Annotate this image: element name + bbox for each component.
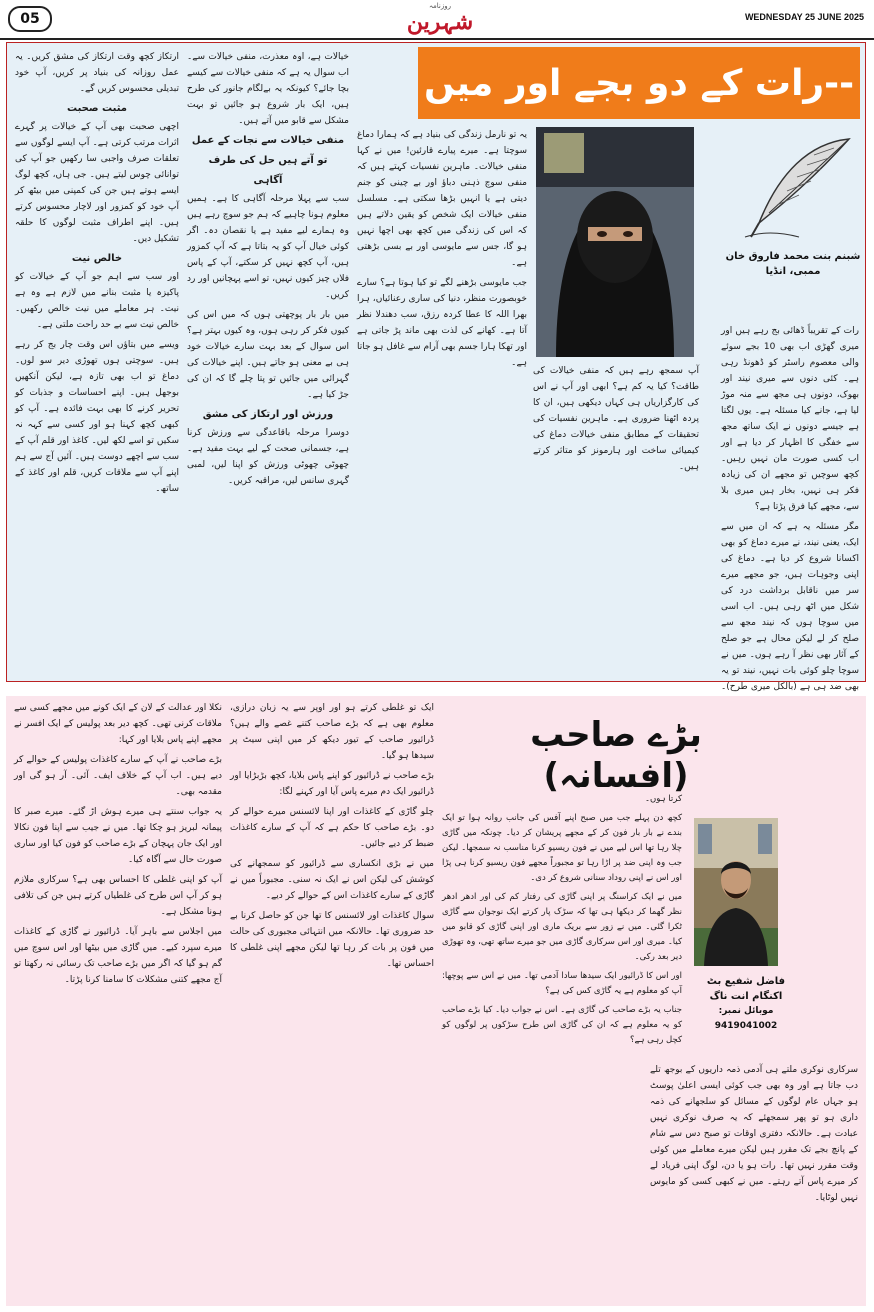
paragraph: نکلا اور عدالت کے لان کے ایک کونے میں مجھے کسی سے ملاقات کرنی تھی۔ کچھ دیر بعد پولیس کے ایک افسر نے مجھے اپنے پاس بلایا اور کہا: <box>14 703 222 745</box>
article1-byline <box>723 249 863 279</box>
section-heading: ورزش اور ارتکاز کی مشق <box>202 409 334 420</box>
masthead-name: شہرین <box>406 9 474 35</box>
paragraph: سب سے پہلا مرحلہ آگاہی کا ہے۔ ہمیں معلوم ہونا چاہیے کہ ہم جو سوچ رہے ہیں وہ ہمارے لیے مفید ہے یا نقصان دہ۔ اگر کوئی خیال آپ کو یہ بتاتا ہے کہ آپ کمزور ہیں، آپ کچھ نہیں کر سکتے، آپ کے پاس فلاں چیز کیوں نہیں، تو اسے پہچانیں اور رد کریں۔ <box>187 194 349 300</box>
article2-location: اکنگام انت ناگ <box>709 991 783 1002</box>
article1-column-3 <box>187 49 349 673</box>
section-heading: مثبت صحبت <box>67 103 127 114</box>
paragraph: آپ کو اپنی غلطی کا احساس بھی ہے؟ سرکاری ملازم ہو کر آپ اس طرح کی غلطیاں کرتے ہیں جن کی تلافی ہونا مشکل ہے۔ <box>14 875 222 917</box>
paragraph: رات کے تقریباً ڈھائی بج رہے ہیں اور میری گھڑی اب بھی 10 بجے سوئے والی معصوم راسٹر کو ڈھونڈ رہی ہے۔ کئی دنوں سے میری نیند اور بھوک، دونوں ہی مجھ سے منہ موڑ لیا ہے، جانے کیا مسئلہ ہے۔ یوں لگتا ہے جیسے دونوں نے ایک ساتھ مجھ سے خفگی کا اظہار کر دیا ہے اور اب کسی صورت مان نہیں رہیں۔ کچھ سوچیں تو مجھے ان کی زیادہ فکر ہی نہیں، بخار ہیں میری بلا سے، مجھے کیا فرق پڑتا ہے؟ <box>721 326 860 512</box>
issue-date: WEDNESDAY 25 JUNE 2025 <box>744 12 864 22</box>
article2-subtitle: (افسانہ) <box>543 756 689 796</box>
paragraph: ویسے میں بتاؤں اس وقت چار بج کر رہے ہیں۔ سوچتی ہوں تھوڑی دیر سو لوں۔ دماغ تو اب بھی تازہ ہے، لیکن آنکھیں بوجھل ہیں۔ اپنے احساسات و جذبات کو تحریر کرنے کا بھی بہت فائدہ ہے۔ آپ کو کبھی کچھ کہنا ہو اور کسی سے کہہ نہ سکیں تو اسے لکھ لیں۔ کاغذ اور قلم آپ کے سب سے اچھے دوست ہیں۔ آئیں آج سے ہم اپنے آپ سے ملاقات کریں، قلم اور کاغذ کے ساتھ۔ <box>15 340 179 494</box>
article1-author: شبنم بنت محمد فاروق خان <box>725 251 861 262</box>
paragraph: میں نے ایک کراسنگ پر اپنی گاڑی کی رفتار کم کی اور ادھر ادھر نظر گھما کر دیکھا ہی تھا کہ سڑک پار کرتے ایک نوجوان سے گاڑی ٹکرا گئی۔ میں نے زور سے بریک ماری اور اپنی گاڑی کو قابو میں کیا۔ میری اور اس سرکاری گاڑی میں جو میرے ساتھ تھی، وہ تھوڑی دیر بعد رکی۔ <box>442 892 682 962</box>
page-number: 05 <box>8 6 52 32</box>
paragraph: بڑے صاحب نے ڈرائیور کو اپنے پاس بلایا، کچھ بڑبڑایا اور ڈرائیور ایک دم میرے پاس آیا اور کہنے لگا: <box>230 771 434 797</box>
article1-location: ممبی، انڈیا <box>765 266 821 277</box>
masthead <box>380 2 500 34</box>
article1-column-1 <box>721 323 860 692</box>
page-header <box>0 0 874 40</box>
paragraph: میں نے بڑی انکساری سے ڈرائیور کو سمجھانے کی کوشش کی لیکن اس نے ایک نہ سنی۔ مجبوراً میں نے گاڑی کے سارے کاغذات اس کے حوالے کر دیے۔ <box>230 859 434 901</box>
paragraph: کرتا ہوں۔ <box>645 794 682 804</box>
section-heading: آگاہی <box>253 175 283 186</box>
paragraph: یہ جواب سنتے ہی میرے ہوش اڑ گئے۔ میرے صبر کا پیمانہ لبریز ہو چکا تھا۔ میں نے جیب سے اپنا فون نکالا اور ایک جان پہچان کے بڑے صاحب کو فون کیا اور ساری صورت حال سے آگاہ کیا۔ <box>14 807 222 865</box>
paragraph: مگر مسئلہ یہ ہے کہ ان میں سے ایک، یعنی نیند، نے میرے دماغ کو بھی اکسانا شروع کر دیا ہے۔ دماغ کی اپنی وجوہات ہیں، جو مجھے میرے سر میں ناقابل برداشت درد کی شکل میں اٹھ رہی ہیں۔ اب اسی میں سوچا ہوں کہ نیند مجھ سے صلح کر لے لیکن محال ہے جو صلح کے آثار بھی نظر آ رہے ہوں۔ میں نے سوچا چلو کوئی بات نہیں، نیند تو یہ بھی ضد ہی ہے (بالکل میری طرح)۔ <box>721 522 859 692</box>
paragraph: جناب یہ بڑے صاحب کی گاڑی ہے۔ اس نے جواب دیا۔ کیا بڑے صاحب کو یہ معلوم ہے کہ ان کی گاڑی اس طرح سڑکوں پر لوگوں کو کچل رہی ہے؟ <box>442 1005 682 1045</box>
paragraph: آپ سمجھ رہے ہیں کہ منفی خیالات کی طاقت؟ کیا یہ کم ہے؟ ابھی اور آپ نے اس کی کارگزاریاں ہی کہاں دیکھی ہیں، ان کا پردہ اٹھنا ضروری ہے۔ ماہرین نفسیات کی تحقیقات کے مطابق منفی خیالات دماغ کی کیمیائی ساخت اور ہارمونز کو متاثر کرتے ہیں۔ <box>533 366 699 472</box>
article2-column-2 <box>442 792 682 1298</box>
article2-title-text: بڑے صاحب <box>530 715 702 755</box>
section-heading: منفی خیالات سے نجات کے عمل <box>191 135 345 146</box>
article2-column-4 <box>14 700 222 1298</box>
article2-title <box>486 714 746 796</box>
paragraph: کچھ دن پہلے جب میں صبح اپنے آفس کی جانب روانہ ہوا تو ایک بندے نے بار بار فون کر کے مجھے پریشان کر دیا۔ چونکہ میں گاڑی چلا رہا تھا اس لیے میں نے فون ریسیو کرنا مناسب نہ سمجھا۔ لیکن جب وہ اپنی ضد پر اڑا رہا تو مجبوراً مجھے فون ریسیو کرنا ہی پڑا اور اس نے اپنی روداد سنانی شروع کر دی۔ <box>442 813 682 883</box>
article1-column-4 <box>15 49 179 673</box>
quill-icon <box>739 133 857 243</box>
paragraph: خیالات ہے، اوہ معذرت، منفی خیالات سے۔ اب سوال یہ ہے کہ منفی خیالات سے کیسے بچا جائے؟ کیونکہ یہ بےلگام جانور کی طرح ہیں، ایک بار شروع ہو جائیں تو بہت مشکل سے قابو میں آتے ہیں۔ <box>187 52 349 126</box>
article2-phone: موبائل نمبر: 9419041002 <box>714 1006 778 1031</box>
paragraph: اچھی صحبت بھی آپ کے خیالات پر گہرے اثرات مرتب کرتی ہے۔ آپ ایسے لوگوں سے تعلقات صرف واجبی سا رکھیں جو آپ کی توانائی چوس لیتے ہیں۔ جی ہاں، کچھ لوگ ایسے ہوتے ہیں جن کی کمپنی میں بیٹھ کر آپ خود کو کمزور اور لاچار محسوس کرتے ہیں۔ اپنے اطراف مثبت لوگوں کا حلقہ تشکیل دیں۔ <box>15 122 179 244</box>
article1-title: --رات کے دو بجے اور میں <box>423 62 855 104</box>
paragraph: اور اس کا ڈرائیور ایک سیدھا سادا آدمی تھا۔ میں نے اس سے پوچھا: آپ کو معلوم ہے یہ گاڑی کس کی ہے؟ <box>442 971 682 996</box>
paragraph: سوال کاغذات اور لائسنس کا تھا جن کو حاصل کرنا بے حد ضروری تھا۔ حالانکہ میں انتہائی مجبوری کی حالت میں فون پر بات کر رہا تھا لیکن مجھے اپنی غلطی کا احساس تھا۔ <box>230 911 434 969</box>
paragraph: جب مایوسی بڑھنے لگے تو کیا ہوتا ہے؟ سارے خوبصورت منظر، دنیا کی ساری رعنائیاں، ہرا بھرا اللہ کا عطا کردہ رزق، سب دھندلا نظر آتا ہے۔ کھانے کی لذت بھی ماند پڑ جاتی ہے اور تھکا ہارا جسم بھی آرام سے غافل ہو جاتا ہے۔ <box>357 278 527 368</box>
article-top <box>6 42 866 692</box>
paragraph: ارتکاز کچھ وقت ارتکاز کی مشق کریں۔ یہ عمل روزانہ کی بنیاد پر کریں، آپ خود تبدیلی محسوس کریں گے۔ <box>15 52 179 94</box>
section-heading: خالص نیت <box>71 253 123 264</box>
paragraph: میں اجلاس سے باہر آیا۔ ڈرائیور نے گاڑی کے کاغذات میرے سپرد کیے۔ میں گاڑی میں بیٹھا اور اس سوچ میں گم ہو گیا کہ اگر میں بڑے صاحب تک رسائی نہ رکھتا تو آج مجھے کتنی مشکلات کا سامنا کرنا پڑتا۔ <box>14 927 222 985</box>
section-heading: تو آتے ہیں حل کی طرف <box>208 155 328 166</box>
author-photo <box>694 818 778 966</box>
article1-title-banner <box>418 47 860 119</box>
paragraph: بڑے صاحب نے آپ کے سارے کاغذات پولیس کے حوالے کر دیے ہیں۔ اب آپ کے خلاف ایف۔ آئی۔ آر ہو گی اور مقدمہ بھی۔ <box>14 755 222 797</box>
author-photo <box>536 127 694 357</box>
article-bottom <box>6 696 866 1306</box>
paragraph: میں بار بار پوچھتی ہوں کہ میں اس کی کیوں فکر کر رہی ہوں، وہ کیوں بہتر ہے؟ اس سوال کے بعد بہت سارے خیالات خود ہی بے معنی ہو جاتے ہیں۔ اپنے خیالات کی گہرائی میں جائیں تو پتا چلے گا کہ ان کی جڑ کیا ہے۔ <box>187 310 349 400</box>
paragraph: سرکاری نوکری ملتے ہی آدمی ذمہ داریوں کے بوجھ تلے دب جاتا ہے اور وہ بھی جب کوئی ایسی اعلیٰ پوسٹ ہو جہاں عام لوگوں کے مسائل کو سلجھانے کی ذمہ داری ہو تو پھر سمجھئے کہ یہ صرف نوکری نہیں عبادت ہے۔ حالانکہ دفتری اوقات تو صبح دس سے شام کے پانچ بجے تک مقرر ہیں لیکن میرے معاملے میں کوئی وقت مقرر نہیں تھا۔ رات ہو یا دن، لوگ اپنی فریاد لے کر میرے پاس آتے رہتے۔ میں نے کبھی کسی کو مایوس نہیں لوٹایا۔ <box>650 1065 858 1203</box>
masthead-tag: روزنامہ <box>428 2 452 10</box>
paragraph: اور سب سے اہم جو آپ کے خیالات کو پاکیزہ یا مثبت بنانے میں لازم ہے وہ ہے نیت۔ ہر معاملے میں نیت خالص رکھیں۔ خالص نیت سے بے حد راحت ملتی ہے۔ <box>15 272 179 330</box>
paragraph: یہ تو نارمل زندگی کی بنیاد ہے کہ ہمارا دماغ سوچتا ہے۔ میرے پیارے قارئین! میں نے کہا منفی خیالات۔ ماہرین نفسیات کہتے ہیں کہ منفی سوچ ذہنی دباؤ اور بے چینی کو جنم دیتی ہے یا انہیں بڑھا سکتی ہے۔ مسلسل منفی خیالات ایک شخص کو یقین دلاتے ہیں کہ اس کی زندگی میں کچھ بھی اچھا نہیں ہو گا، جس سے مایوسی اور بے بسی بڑھتی ہے۔ <box>357 130 527 268</box>
article2-column-3 <box>230 700 434 1298</box>
article2-author: فاضل شفیع بٹ <box>706 976 786 987</box>
paragraph: دوسرا مرحلہ باقاعدگی سے ورزش کرنا ہے، جسمانی صحت کے لیے بہت مفید ہے۔ چھوٹی چھوٹی ورزش کو اپنا لیں، لمبی گہری سانس لیں، مراقبہ کریں۔ <box>187 428 349 486</box>
paragraph: چلو گاڑی کے کاغذات اور اپنا لائسنس میرے حوالے کر دو۔ بڑے صاحب کا حکم ہے کہ آپ کے سارے کاغذات ضبط کر دیے جائیں۔ <box>230 807 434 849</box>
article2-byline <box>686 974 806 1034</box>
article1-column-1b <box>533 363 699 673</box>
paragraph: ایک تو غلطی کرتے ہو اور اوپر سے یہ زبان درازی، معلوم بھی ہے کہ بڑے صاحب کتنے غصے والے ہیں؟ ڈرائیور صاحب کے تیور دیکھ کر میں اپنی سیٹ پر سیدھا ہو گیا۔ <box>230 703 434 761</box>
article1-column-2 <box>357 127 527 673</box>
